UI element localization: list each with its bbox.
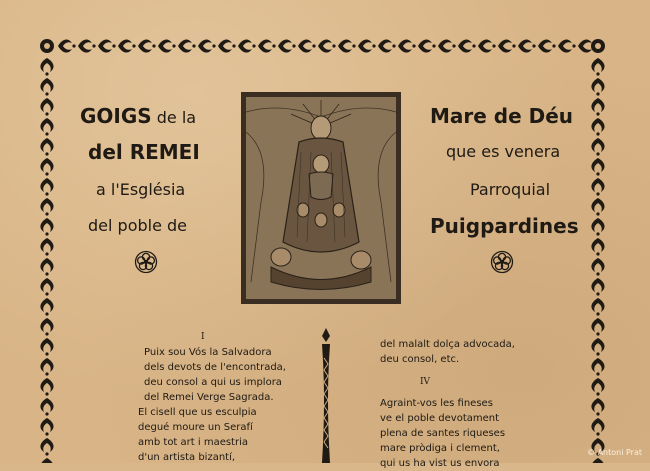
border-leaf — [40, 418, 53, 436]
border-leaf — [591, 78, 604, 96]
border-leaf — [591, 198, 604, 216]
border-leaf — [40, 438, 53, 456]
header-left-1-light: de la — [151, 108, 197, 127]
border-leaf — [591, 358, 604, 376]
border-leaf — [218, 39, 236, 52]
border-leaf — [78, 39, 96, 52]
border-leaf — [358, 39, 376, 52]
header-right-3-light: Parroquial — [470, 180, 551, 199]
verse-line: plena de santes riqueses — [380, 428, 506, 439]
border-leaf — [338, 39, 356, 52]
virgin-woodcut-image — [241, 92, 401, 304]
border-leaf — [40, 318, 53, 336]
stanza-four — [380, 396, 505, 471]
verse-line: El cisell que us esculpia — [138, 407, 257, 418]
verse-line: dels devots de l'encontrada, — [144, 362, 286, 373]
border-leaf — [591, 338, 604, 356]
header-left-line-4 — [88, 216, 187, 235]
corner-ornament-top-right — [591, 39, 605, 53]
border-leaf — [178, 39, 196, 52]
border-leaf — [40, 398, 53, 416]
stanza-two — [138, 405, 257, 465]
border-leaf — [40, 358, 53, 376]
border-leaf — [40, 198, 53, 216]
border-leaf — [591, 318, 604, 336]
border-leaf — [318, 39, 336, 52]
border-leaf — [591, 458, 604, 463]
corner-ornament-top-left — [40, 39, 54, 53]
border-leaf — [40, 218, 53, 236]
border-leaf — [40, 378, 53, 396]
border-leaf — [398, 39, 416, 52]
stanza-three-end — [380, 337, 515, 367]
border-leaf — [40, 178, 53, 196]
header-left-4-light: del poble de — [88, 216, 188, 235]
border-leaf — [591, 118, 604, 136]
border-leaf — [258, 39, 276, 52]
border-leaf — [498, 39, 516, 52]
border-leaf — [438, 39, 456, 52]
border-leaf — [478, 39, 496, 52]
border-leaf — [40, 238, 53, 256]
header-right-line-3 — [470, 180, 550, 199]
border-leaf — [198, 39, 216, 52]
border-leaf — [298, 39, 316, 52]
border-leaf — [458, 39, 476, 52]
rosette-ornament-right — [490, 250, 514, 274]
border-leaf — [418, 39, 436, 52]
header-left-line-1 — [80, 104, 196, 128]
border-leaf — [40, 138, 53, 156]
header-right-1-bold: Mare de Déu — [430, 104, 574, 128]
border-leaf — [40, 58, 53, 76]
border-leaf — [591, 418, 604, 436]
header-right-line-2 — [446, 142, 560, 161]
header-left-line-3 — [96, 180, 185, 199]
header-left-2-bold: del REMEI — [88, 140, 200, 164]
header-right-4-bold: Puigpardines — [430, 214, 579, 238]
border-leaf — [591, 178, 604, 196]
border-leaf — [40, 278, 53, 296]
border-leaf — [98, 39, 116, 52]
header-right-line-4 — [430, 214, 579, 238]
border-leaf — [591, 278, 604, 296]
border-leaf — [591, 398, 604, 416]
header-left-line-2 — [88, 140, 200, 164]
goigs-title: GOIGS — [80, 104, 152, 128]
photo-credit: © Antoni Prat — [587, 448, 642, 457]
verse-line: Puix sou Vós la Salvadora — [144, 347, 272, 358]
verse-line: deu consol, etc. — [380, 354, 460, 365]
verse-line: amb tot art i maestria — [138, 437, 248, 448]
rosette-ornament-left — [134, 250, 158, 274]
stanza-one — [144, 345, 286, 405]
border-leaf — [238, 39, 256, 52]
border-leaf — [591, 138, 604, 156]
border-leaf — [40, 258, 53, 276]
border-leaf — [138, 39, 156, 52]
stanza-numeral-iv: IV — [420, 377, 431, 387]
header-right-2-light: que es venera — [446, 142, 561, 161]
border-leaf — [40, 158, 53, 176]
stanza-numeral-i: I — [201, 332, 205, 342]
border-leaf — [538, 39, 556, 52]
border-leaf — [591, 98, 604, 116]
header-right-line-1 — [430, 104, 573, 128]
border-leaf — [558, 39, 576, 52]
border-leaf — [518, 39, 536, 52]
border-leaf — [40, 78, 53, 96]
header-left-3-light: a l'Església — [96, 180, 186, 199]
border-leaf — [158, 39, 176, 52]
border-leaf — [40, 298, 53, 316]
border-leaf — [40, 98, 53, 116]
border-leaf — [591, 298, 604, 316]
border-leaf — [591, 158, 604, 176]
verse-line: mare pròdiga i clement, — [380, 443, 500, 454]
border-leaf — [40, 458, 53, 463]
border-leaf — [40, 118, 53, 136]
border-leaf — [118, 39, 136, 52]
verse-line: qui us ha vist us envora — [380, 458, 500, 469]
verse-line: del malalt dolça advocada, — [380, 339, 515, 350]
vertical-divider-ornament — [318, 328, 334, 463]
border-leaf — [591, 378, 604, 396]
verse-line: d'un artista bizantí, — [138, 452, 236, 463]
border-leaf — [591, 58, 604, 76]
border-leaf — [278, 39, 296, 52]
border-leaf — [591, 258, 604, 276]
verse-line: ve el poble devotament — [380, 413, 500, 424]
border-leaf — [591, 218, 604, 236]
border-leaf — [40, 338, 53, 356]
verse-line: del Remei Verge Sagrada. — [144, 392, 274, 403]
border-leaf — [58, 39, 76, 52]
verse-line: degué moure un Serafí — [138, 422, 253, 433]
verse-line: deu consol a qui us implora — [144, 377, 282, 388]
border-leaf — [378, 39, 396, 52]
border-leaf — [591, 238, 604, 256]
verse-line: Agraint-vos les fineses — [380, 398, 493, 409]
